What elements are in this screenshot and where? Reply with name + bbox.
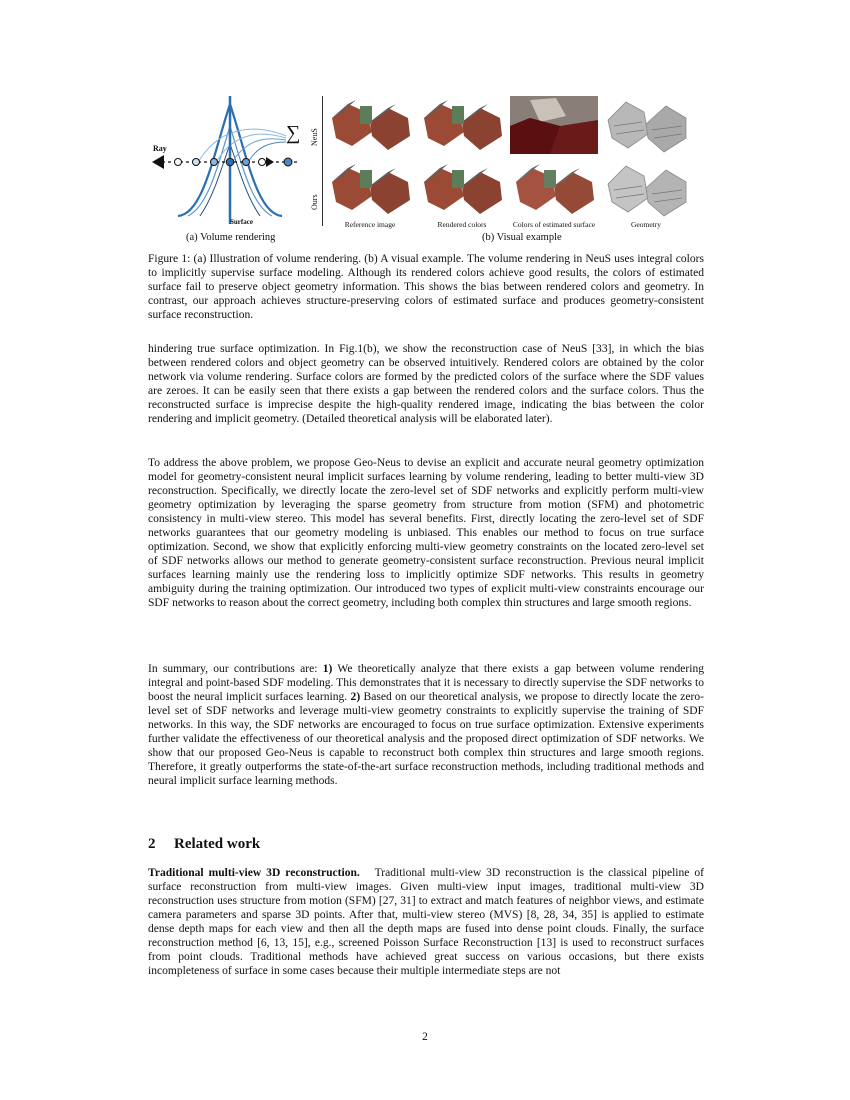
row-label-ours: Ours: [310, 194, 319, 210]
col-label-reference: Reference image: [344, 220, 396, 229]
related-heading: Traditional multi-view 3D reconstruction.: [148, 867, 360, 879]
contribution-marker-2: 2): [350, 691, 361, 704]
ours-surface-colors: [510, 160, 598, 218]
panel-divider: [322, 96, 323, 226]
paragraph-2: [148, 456, 704, 611]
section-heading: [148, 836, 260, 853]
section-number: 2: [148, 836, 156, 852]
contribution-2: Based on our theoretical analysis, we propose to directly locate the zero-level set of SDF networks and leverage multi-view geometry constraints to explicitly supervise the training of SDF networks. In this way, the SDF networks are encouraged to focus on true surface optimization. Extensive experiments further validate the effectiveness of our theoretical analysis and the proposed direct optimization of SDF networks. We show that our proposed Geo-Neus is capable to reconstruct both complex thin structures and large smooth regions. Therefore, it greatly outperforms the state-of-the-art surface reconstruction methods, including traditional methods and neural implicit surface learning methods.: [148, 691, 704, 788]
col-label-surface: Colors of estimated surface: [512, 220, 596, 229]
col-label-geometry: Geometry: [631, 220, 661, 229]
ray-label: Ray: [153, 144, 167, 153]
neus-rendered-colors: [418, 96, 506, 154]
neus-surface-colors: [510, 96, 598, 154]
figure-caption-text: Figure 1: (a) Illustration of volume rendering. (b) A visual example. The volume rendering in NeuS uses integral colors to implicitly supervise surface modeling. Although its rendered colors achieve good results, the colors of estimated surface fail to preserve object geometry information. This shows the bias between rendered colors and geometry. In contrast, our approach achieves structure-preserving colors of estimated surface and produces geometry-consistent surface reconstruction.: [148, 253, 704, 322]
ours-rendered-colors: [418, 160, 506, 218]
figure-caption: [148, 252, 704, 322]
contribution-marker-1: 1): [322, 663, 333, 675]
figure-1: [148, 96, 704, 248]
contributions-intro: In summary, our contributions are:: [148, 663, 323, 675]
volume-rendering-panel: [148, 96, 308, 246]
neus-reference-image: [326, 96, 414, 154]
ours-geometry: [602, 160, 690, 218]
panel-b-caption: (b) Visual example: [482, 232, 562, 243]
paragraph-1-text: hindering true surface optimization. In Fig.1(b), we show the reconstruction case of NeuS [33], in which the bias between rendered colors and object geometry can be observed intuitively. Rendered colors are obtained by the color network via volume rendering. Surface colors are formed by the predicted colors of the surface where the SDF values are zeroes. It can be easily seen that there exists a gap between the rendered colors and the surface colors. Thus the reconstructed surface is imprecise despite the high-quality rendered image, indicating the bias between the color rendering and implicit geometry. (Detailed theoretical analysis will be elaborated later).: [148, 343, 704, 426]
paragraph-1: [148, 342, 704, 426]
col-label-rendered: Rendered colors: [437, 220, 487, 229]
sigma-symbol: ∑: [286, 122, 301, 144]
visual-example-panel: [312, 96, 704, 246]
surface-label: Surface: [230, 218, 253, 226]
contribution-1: We theoretically analyze that there exists a gap between volume rendering integral and point-based SDF modeling. This demonstrates that it is necessary to directly supervise the SDF networks to boost the neural implicit surfaces learning.: [148, 663, 704, 704]
paragraph-contributions: [148, 662, 704, 788]
paragraph-2-text: To address the above problem, we propose Geo-Neus to devise an explicit and accurate neural geometry optimization model for geometry-consistent neural implicit surfaces learning by volume rendering, leading to better multi-view 3D reconstruction. Specifically, we directly locate the zero-level set of SDF networks and explicitly perform multi-view geometry optimization by leveraging the sparse geometry from structure from motion (SFM) and photometric consistency in multi-view stereo. This model has several benefits. First, directly locating the zero-level set of SDF networks guarantees that our geometry modeling is unbiased. This enables our method to focus on true surface optimization. Second, we show that explicitly enforcing multi-view geometry constraints on the located zero-level set of SDF networks allows our method to generate geometry-consistent surface reconstruction. Previous neural implicit surfaces learning mainly use the rendering loss to implicitly optimize SDF networks. This results in geometry ambiguity during the training optimization. Our introduced two types of explicit multi-view constraints encourage our SDF networks to reason about the correct geometry, including both complex thin structures and large smooth regions.: [148, 457, 704, 610]
neus-geometry: [602, 96, 690, 154]
page-number: 2: [422, 1031, 428, 1043]
paragraph-related-work: [148, 866, 704, 978]
ours-reference-image: [326, 160, 414, 218]
row-label-neus: NeuS: [310, 128, 319, 146]
volume-rendering-diagram: [148, 96, 308, 232]
related-body: Traditional multi-view 3D reconstruction is the classical pipeline of surface reconstruction from multi-view images. Given multi-view input images, traditional multi-view 3D reconstruction uses structure from motion (SFM) [27, 31] to extract and match features of neighbor views, and estimate camera parameters and sparse 3D points. After that, multi-view stereo (MVS) [8, 28, 34, 35] is applied to estimate dense depth maps for each view and then all the depth maps are fused into dense point clouds. Finally, the surface reconstruction method [6, 13, 15], e.g., screened Poisson Surface Reconstruction [13] is used to reconstruct surfaces from point clouds. Traditional methods have achieved great success on various occasions, but there exists incompleteness of surface in some cases because their multiple intermediate steps are not: [148, 867, 705, 978]
section-title: Related work: [174, 836, 261, 852]
panel-a-caption: (a) Volume rendering: [186, 232, 276, 243]
